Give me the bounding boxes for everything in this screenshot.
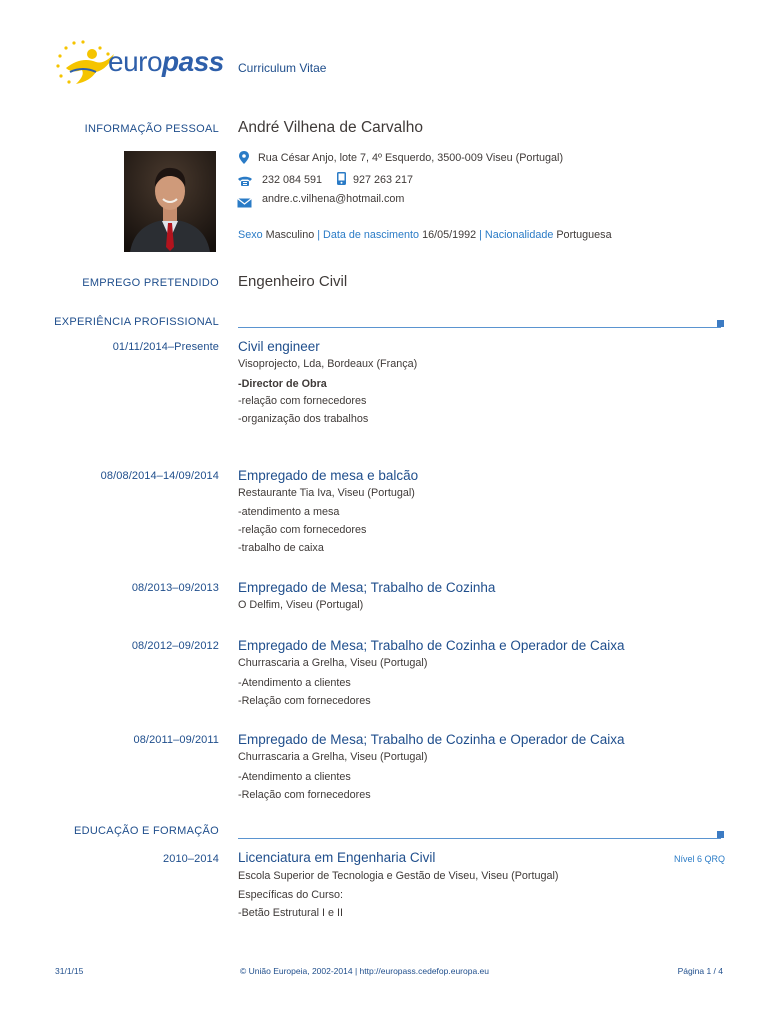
page-title: Curriculum Vitae: [238, 61, 327, 75]
experience-date: 08/08/2014–14/09/2014: [100, 470, 219, 482]
section-label-experience: EXPERIÊNCIA PROFISSIONAL: [54, 316, 219, 328]
education-org: Escola Superior de Tecnologia e Gestão de Viseu, Viseu (Portugal): [238, 870, 559, 882]
education-line: Específicas do Curso:: [238, 889, 344, 901]
mobile-text[interactable]: 927 263 217: [353, 174, 414, 186]
experience-org: Visoprojecto, Lda, Bordeaux (França): [238, 358, 418, 370]
section-label-personal: INFORMAÇÃO PESSOAL: [84, 123, 219, 135]
birth-value: 16/05/1992: [422, 229, 477, 241]
experience-date: 01/11/2014–Presente: [112, 341, 219, 353]
experience-date: 08/2012–09/2012: [131, 640, 219, 652]
sex-value: Masculino: [265, 229, 315, 241]
logo-text-pass: pass: [162, 46, 224, 77]
telephone-icon: [237, 174, 253, 192]
phone-text[interactable]: 232 084 591: [262, 174, 323, 186]
experience-title: Civil engineer: [238, 339, 320, 354]
experience-line: -trabalho de caixa: [238, 542, 324, 554]
birth-label: Data de nascimento: [323, 229, 420, 241]
footer-copyright[interactable]: © União Europeia, 2002-2014 | http://europass.cedefop.europa.eu: [240, 966, 490, 976]
section-rule: [238, 838, 721, 839]
education-line: -Betão Estrutural I e II: [238, 907, 344, 919]
experience-line: -organização dos trabalhos: [238, 413, 369, 425]
sex-label: Sexo: [238, 229, 263, 241]
experience-date: 08/2013–09/2013: [131, 582, 219, 594]
address-text: Rua César Anjo, lote 7, 4º Esquerdo, 3500-009 Viseu (Portugal): [258, 152, 564, 164]
experience-line: -Relação com fornecedores: [238, 789, 371, 801]
section-label-desired-job: EMPREGO PRETENDIDO: [82, 277, 219, 289]
section-rule: [238, 327, 721, 328]
person-name: André Vilhena de Carvalho: [238, 119, 423, 136]
map-pin-icon: [239, 151, 249, 169]
experience-line: -Relação com fornecedores: [238, 695, 371, 707]
nationality-label: Nacionalidade: [484, 229, 554, 241]
europass-logo: [52, 38, 224, 90]
experience-org: Churrascaria a Grelha, Viseu (Portugal): [238, 751, 428, 763]
experience-org: Restaurante Tia Iva, Viseu (Portugal): [238, 487, 415, 499]
experience-title: Empregado de Mesa; Trabalho de Cozinha e Operador de Caixa: [238, 732, 625, 747]
experience-org: O Delfim, Viseu (Portugal): [238, 599, 364, 611]
experience-line: -Atendimento a clientes: [238, 771, 351, 783]
personal-details-line: [238, 229, 612, 241]
education-title: Licenciatura em Engenharia Civil: [238, 850, 436, 865]
mobile-phone-icon: [337, 172, 346, 190]
experience-title: Empregado de mesa e balcão: [238, 468, 419, 483]
experience-title: Empregado de Mesa; Trabalho de Cozinha e Operador de Caixa: [238, 638, 625, 653]
education-level: Nível 6 QRQ: [673, 854, 725, 864]
experience-title: Empregado de Mesa; Trabalho de Cozinha: [238, 580, 496, 595]
section-label-education: EDUCAÇÃO E FORMAÇÃO: [73, 825, 219, 837]
footer-page-number: Página 1 / 4: [677, 966, 723, 976]
experience-line: -relação com fornecedores: [238, 524, 367, 536]
experience-line: -relação com fornecedores: [238, 395, 367, 407]
experience-line: -Atendimento a clientes: [238, 677, 351, 689]
footer-date: 31/1/15: [55, 966, 84, 976]
desired-job-value: Engenheiro Civil: [238, 273, 348, 290]
experience-org: Churrascaria a Grelha, Viseu (Portugal): [238, 657, 428, 669]
logo-text-euro: euro: [108, 46, 163, 77]
experience-line: -atendimento a mesa: [238, 506, 340, 518]
email-link[interactable]: andre.c.vilhena@hotmail.com: [262, 193, 405, 205]
experience-line: -Director de Obra: [238, 378, 327, 390]
separator: |: [317, 229, 321, 241]
section-rule-marker: [717, 831, 724, 838]
nationality-value: Portuguesa: [556, 229, 612, 241]
profile-photo: [124, 151, 216, 252]
envelope-icon: [237, 195, 252, 213]
section-rule-marker: [717, 320, 724, 327]
separator: |: [479, 229, 482, 241]
education-date: 2010–2014: [163, 853, 219, 865]
experience-date: 08/2011–09/2011: [133, 734, 219, 746]
